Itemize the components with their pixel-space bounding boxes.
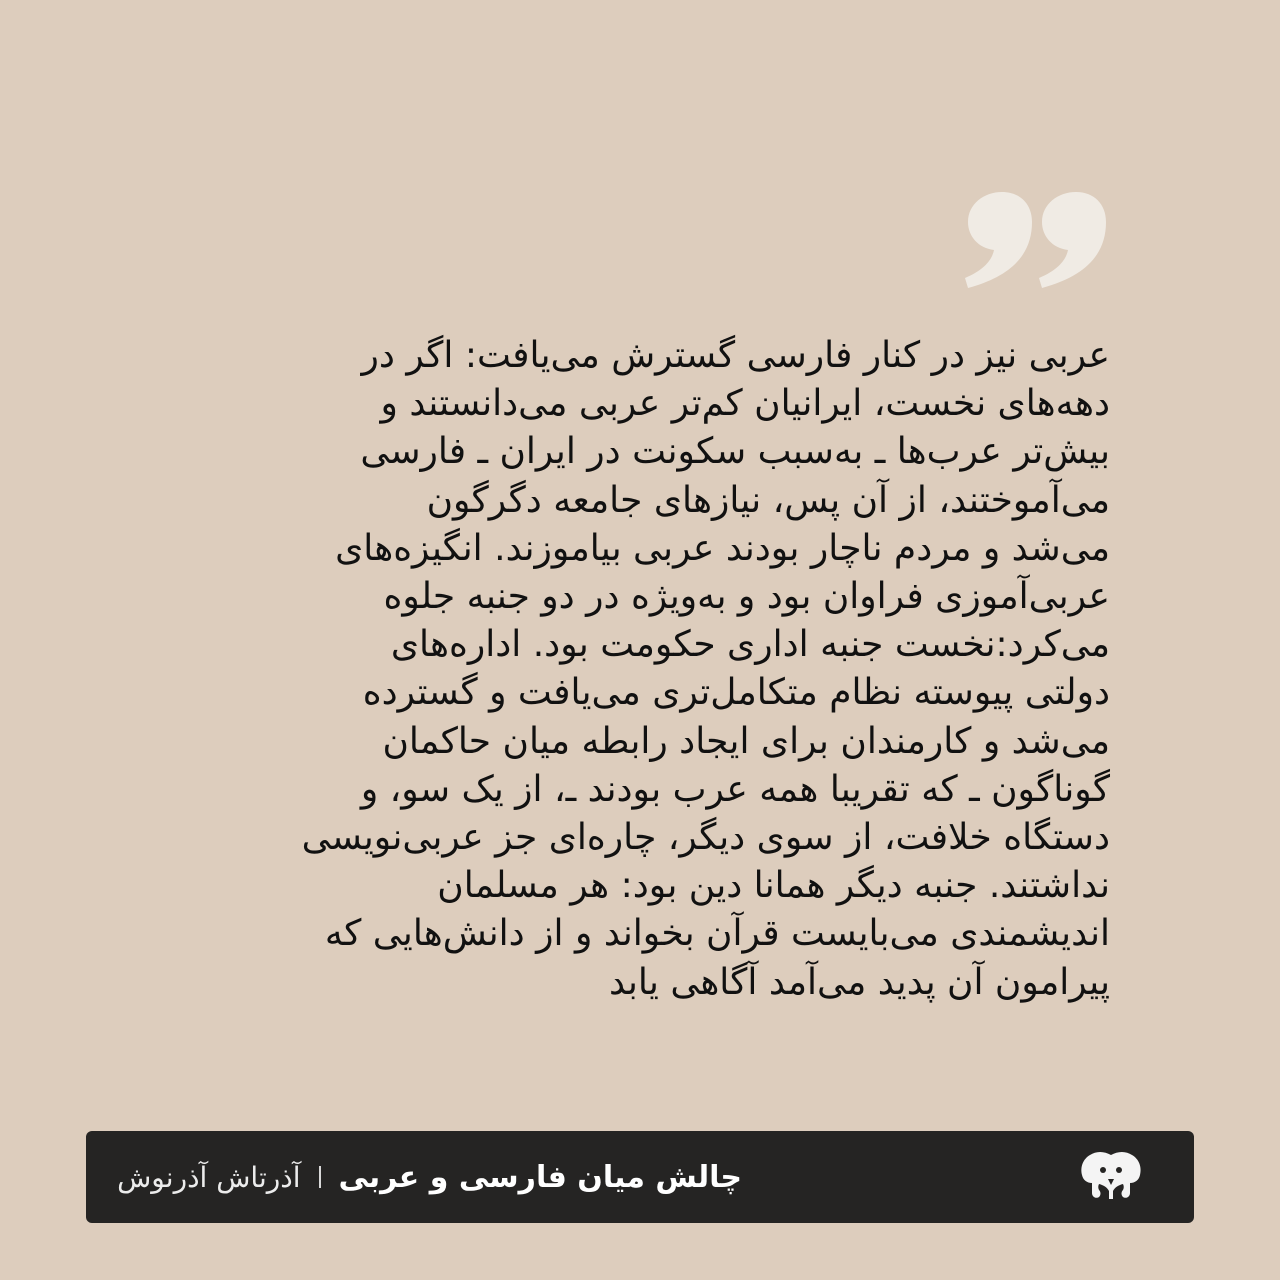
closing-quote-icon xyxy=(960,170,1120,300)
footer-bar xyxy=(86,1131,1194,1223)
quote-text xyxy=(150,332,1110,1007)
quote-line: عربی نیز در کنار فارسی گسترش می‌یافت: اگر در xyxy=(361,335,1110,376)
quote-line: نداشتند. جنبه دیگر همانا دین بود: هر مسلمان xyxy=(437,865,1110,907)
quote-line: می‌شد و کارمندان برای ایجاد رابطه میان حاکمان xyxy=(382,720,1110,762)
quote-line: دولتی پیوسته نظام متکامل‌تری می‌یافت و گسترده xyxy=(362,672,1110,714)
quote-line: می‌کرد:نخست جنبه اداری حکومت بود. اداره‌های xyxy=(390,624,1110,666)
separator xyxy=(319,1166,321,1188)
book-title: چالش میان فارسی و عربی xyxy=(338,1159,742,1195)
quote-line: پیرامون آن پدید می‌آمد آگاهی یابد xyxy=(608,961,1110,1003)
quote-line: می‌آموختند، از آن پس، نیازهای جامعه دگرگون xyxy=(426,479,1110,521)
elephant-logo-icon xyxy=(1078,1149,1144,1205)
quote-line: گوناگون ـ که تقریبا همه عرب بودند ـ، از یک سو، و xyxy=(360,768,1110,810)
author-name: آذرتاش آذرنوش xyxy=(117,1160,301,1194)
quote-line: دهه‌های نخست، ایرانیان کم‌تر عربی می‌دانستند و xyxy=(380,383,1110,425)
quote-line: دستگاه خلافت، از سوی دیگر، چاره‌ای جز عربی‌نویسی xyxy=(301,817,1110,859)
quote-line: می‌شد و مردم ناچار بودند عربی بیاموزند. انگیزه‌های xyxy=(335,527,1110,569)
quote-line: اندیشمندی می‌بایست قرآن بخواند و از دانش‌هایی که xyxy=(324,913,1110,955)
quote-line: بیش‌تر عرب‌ها ـ به‌سبب سکونت در ایران ـ فارسی xyxy=(360,431,1110,473)
quote-line: عربی‌آموزی فراوان بود و به‌ویژه در دو جنبه جلوه xyxy=(383,576,1110,618)
